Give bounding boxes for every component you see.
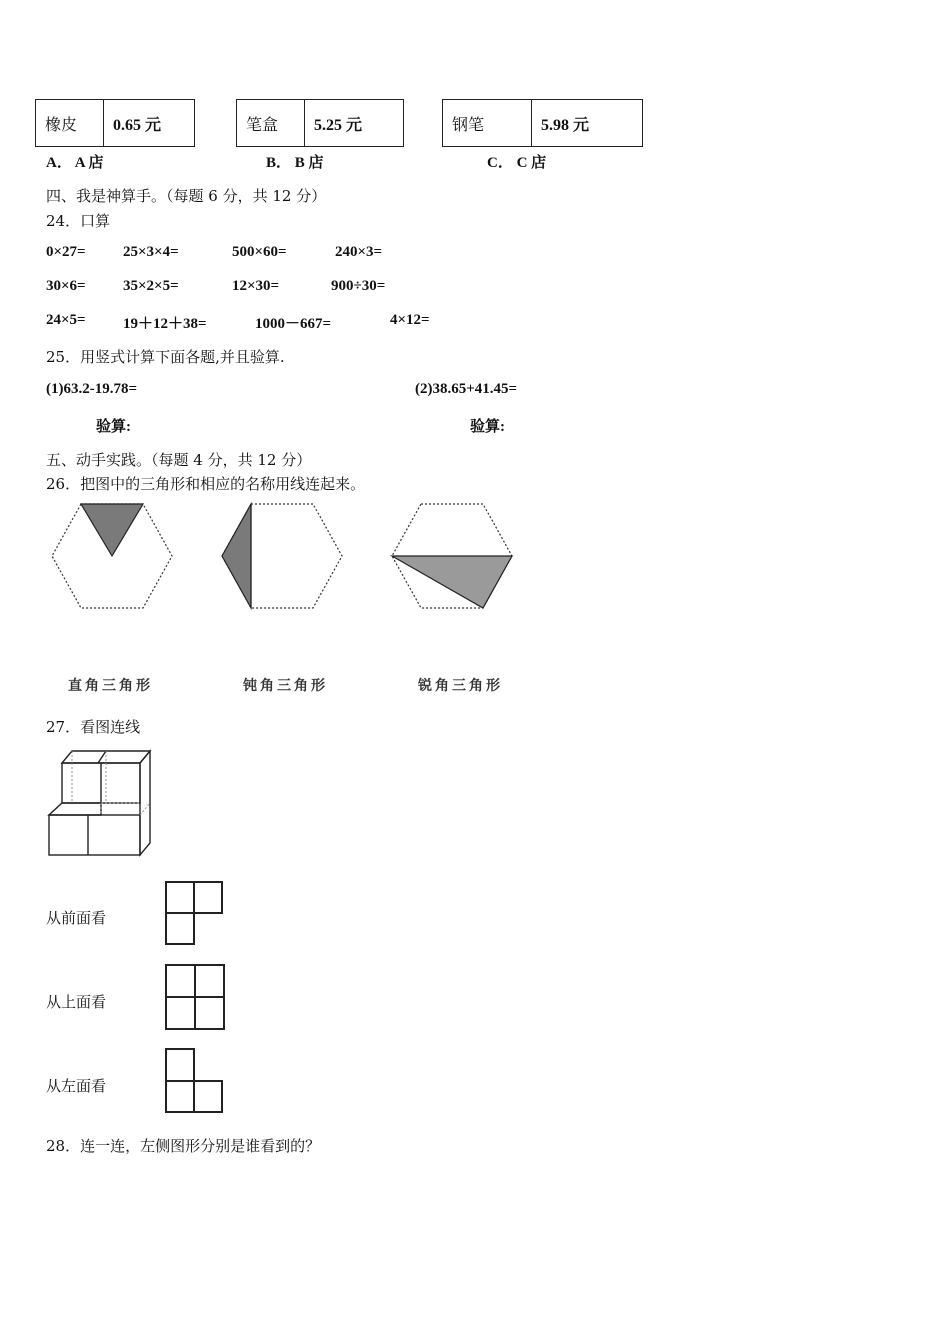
top-view-grid bbox=[165, 964, 227, 1030]
shaded-triangle bbox=[222, 504, 251, 608]
calc-item: 24×5= bbox=[46, 312, 86, 328]
left-view-grid bbox=[165, 1048, 225, 1114]
calc-item: 25×3×4= bbox=[123, 244, 179, 260]
calc-item: 0×27= bbox=[46, 244, 86, 260]
front-view-grid bbox=[165, 881, 225, 945]
calc-item: 1000－667= bbox=[255, 316, 332, 332]
question-28-title: 28．连一连，左侧图形分别是谁看到的？ bbox=[46, 1137, 321, 1155]
option-b: B． B 店 bbox=[266, 155, 324, 171]
shop-box-a bbox=[35, 99, 195, 147]
shaded-triangle bbox=[81, 504, 143, 556]
shaded-triangle bbox=[392, 556, 512, 608]
q25-check-1: 验算: bbox=[96, 419, 131, 435]
calc-item: 500×60= bbox=[232, 244, 287, 260]
calc-item: 240×3= bbox=[335, 244, 383, 260]
question-26-title: 26．把图中的三角形和相应的名称用线连起来。 bbox=[46, 475, 366, 493]
label-right-triangle: 直角三角形 bbox=[68, 678, 153, 694]
calc-item: 4×12= bbox=[390, 312, 430, 328]
shop-item: 橡皮 bbox=[45, 114, 78, 134]
question-27-title: 27．看图连线 bbox=[46, 718, 141, 736]
view-left-label: 从左面看 bbox=[46, 1077, 107, 1095]
section-5-title: 五、动手实践。（每题 4 分，共 12 分） bbox=[46, 451, 312, 469]
shop-item: 钢笔 bbox=[452, 114, 485, 134]
q25-problem-2: (2)38.65+41.45= bbox=[415, 381, 518, 397]
calc-item: 35×2×5= bbox=[123, 278, 179, 294]
hexagon-figure-1 bbox=[50, 503, 174, 611]
option-c: C． C 店 bbox=[487, 155, 547, 171]
question-24-title: 24．口算 bbox=[46, 212, 111, 230]
shop-item: 笔盒 bbox=[246, 114, 279, 134]
shop-price: 5.25 元 bbox=[304, 100, 403, 146]
question-25-title: 25．用竖式计算下面各题,并且验算. bbox=[46, 348, 285, 366]
hexagon-figure-2 bbox=[220, 503, 344, 611]
view-front-label: 从前面看 bbox=[46, 909, 107, 927]
shop-price: 0.65 元 bbox=[103, 100, 194, 146]
cube-stack-figure bbox=[46, 749, 158, 863]
hexagon-figure-3 bbox=[390, 503, 514, 611]
section-4-title: 四、我是神算手。（每题 6 分，共 12 分） bbox=[46, 187, 327, 205]
shop-price: 5.98 元 bbox=[531, 100, 642, 146]
option-a: A． A 店 bbox=[46, 155, 104, 171]
calc-item: 19＋12＋38= bbox=[123, 316, 207, 332]
calc-item: 30×6= bbox=[46, 278, 86, 294]
shop-box-b bbox=[236, 99, 404, 147]
label-obtuse-triangle: 钝角三角形 bbox=[243, 678, 328, 694]
view-top-label: 从上面看 bbox=[46, 993, 107, 1011]
q25-check-2: 验算: bbox=[470, 419, 505, 435]
shop-box-c bbox=[442, 99, 643, 147]
q25-problem-1: (1)63.2-19.78= bbox=[46, 381, 138, 397]
calc-item: 12×30= bbox=[232, 278, 280, 294]
calc-item: 900÷30= bbox=[331, 278, 386, 294]
label-acute-triangle: 锐角三角形 bbox=[418, 678, 503, 694]
